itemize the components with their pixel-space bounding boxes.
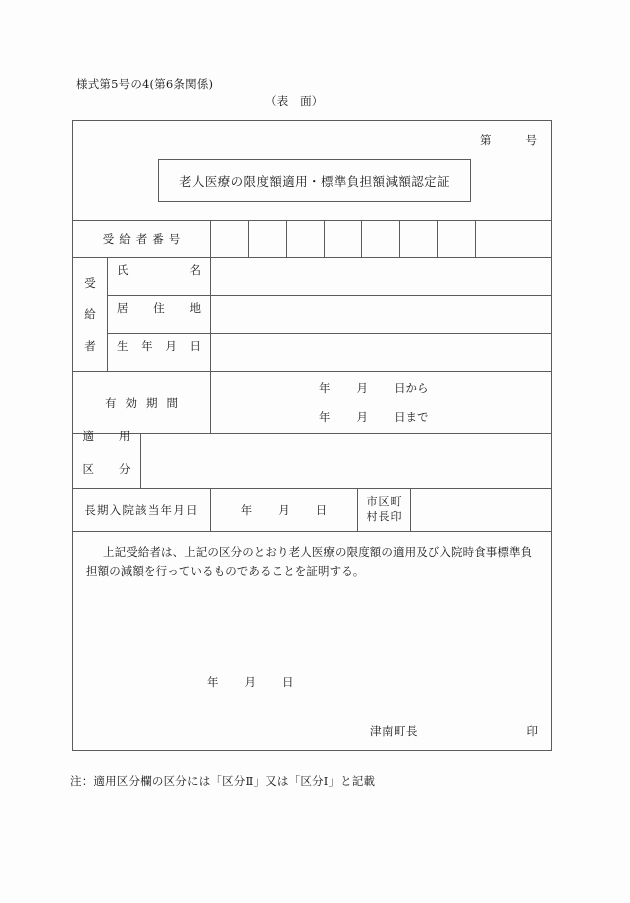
certification-date-year: 年	[207, 675, 219, 689]
recipient-number-cell[interactable]	[211, 221, 249, 257]
validity-period-value[interactable]	[211, 372, 551, 433]
recipient-number-cells	[211, 221, 476, 257]
certificate-title-box	[158, 159, 471, 202]
recipient-number-cell[interactable]	[287, 221, 325, 257]
field-label-name-text: 氏名	[117, 262, 201, 277]
recipient-number-cell[interactable]	[400, 221, 438, 257]
hospitalization-date-value[interactable]	[211, 489, 358, 531]
field-label-birthdate	[108, 334, 211, 371]
recipient-field-row-name	[108, 258, 551, 296]
certification-date-line[interactable]	[207, 674, 294, 690]
application-category-row	[73, 428, 551, 489]
municipal-seal-label-line2: 村長印	[366, 510, 403, 523]
certification-statement-section	[73, 532, 551, 750]
validity-to-day: 日まで	[394, 410, 429, 424]
application-category-label	[73, 428, 141, 488]
recipient-number-cell[interactable]	[438, 221, 476, 257]
municipal-seal-label-line1: 市区町	[366, 495, 403, 509]
hospitalization-label: 長期入院該当年月日	[73, 489, 211, 531]
municipal-seal-label	[358, 489, 411, 531]
hospitalization-month: 月	[278, 503, 290, 517]
validity-period-label: 有効期間	[73, 372, 211, 433]
recipient-vertical-char: 受	[84, 275, 96, 290]
issuer-seal-mark: 印	[526, 724, 538, 738]
recipient-field-row-address	[108, 296, 551, 334]
validity-to-month: 月	[356, 410, 368, 424]
validity-from-line	[319, 380, 551, 396]
validity-from-day: 日から	[394, 381, 429, 395]
certification-statement-text: 上記受給者は、上記の区分のとおり老人医療の限度額の適用及び入院時食事標準負担額の減額を行っているものであることを証明する。	[86, 545, 533, 578]
validity-from-year: 年	[319, 381, 331, 395]
issuer-signature-line	[86, 723, 538, 739]
recipient-number-row	[73, 221, 551, 258]
issue-number-field	[480, 132, 537, 148]
certificate-title-row	[73, 121, 551, 221]
certificate-title: 老人医療の限度額適用・標準負担額減額認定証	[179, 173, 450, 189]
hospitalization-day: 日	[315, 503, 328, 517]
application-category-label-line2: 区分	[82, 462, 131, 476]
recipient-number-tail	[476, 221, 551, 257]
issue-number-prefix: 第	[480, 133, 492, 147]
recipient-vertical-label	[73, 258, 108, 371]
recipient-number-cell[interactable]	[249, 221, 287, 257]
issuer-name: 津南町長	[370, 724, 418, 738]
footnote-text: 注：適用区分欄の区分には「区分Ⅱ」又は「区分Ⅰ」と記載	[70, 774, 376, 788]
recipient-number-cell[interactable]	[362, 221, 400, 257]
hospitalization-row	[73, 489, 551, 532]
side-label: （表 面）	[265, 94, 324, 108]
field-label-name	[108, 258, 211, 295]
validity-period-row	[73, 372, 551, 434]
recipient-vertical-char: 給	[84, 307, 96, 322]
form-code-label: 様式第5号の4(第6条関係)	[76, 77, 214, 91]
validity-from-month: 月	[356, 381, 368, 395]
field-value-address[interactable]	[211, 296, 551, 333]
recipient-info-block	[73, 258, 551, 372]
application-category-value[interactable]	[141, 434, 551, 488]
recipient-field-row-birthdate	[108, 334, 551, 371]
validity-to-year: 年	[319, 410, 331, 424]
validity-to-line	[319, 409, 551, 425]
issue-number-suffix: 号	[525, 133, 537, 147]
field-value-birthdate[interactable]	[211, 334, 551, 371]
hospitalization-year: 年	[240, 503, 253, 517]
application-category-label-line1: 適用	[82, 428, 131, 443]
certification-date-day: 日	[282, 675, 294, 689]
field-label-address-text: 居住地	[117, 300, 201, 315]
certification-date-month: 月	[244, 675, 256, 689]
recipient-number-label: 受給者番号	[73, 221, 211, 257]
certificate-table	[72, 120, 552, 751]
field-value-name[interactable]	[211, 258, 551, 295]
field-label-birthdate-text: 生年月日	[117, 338, 201, 353]
recipient-field-rows	[108, 258, 551, 371]
recipient-vertical-char: 者	[84, 339, 96, 354]
recipient-number-cell[interactable]	[325, 221, 363, 257]
municipal-seal-value[interactable]	[411, 489, 551, 531]
field-label-address	[108, 296, 211, 333]
